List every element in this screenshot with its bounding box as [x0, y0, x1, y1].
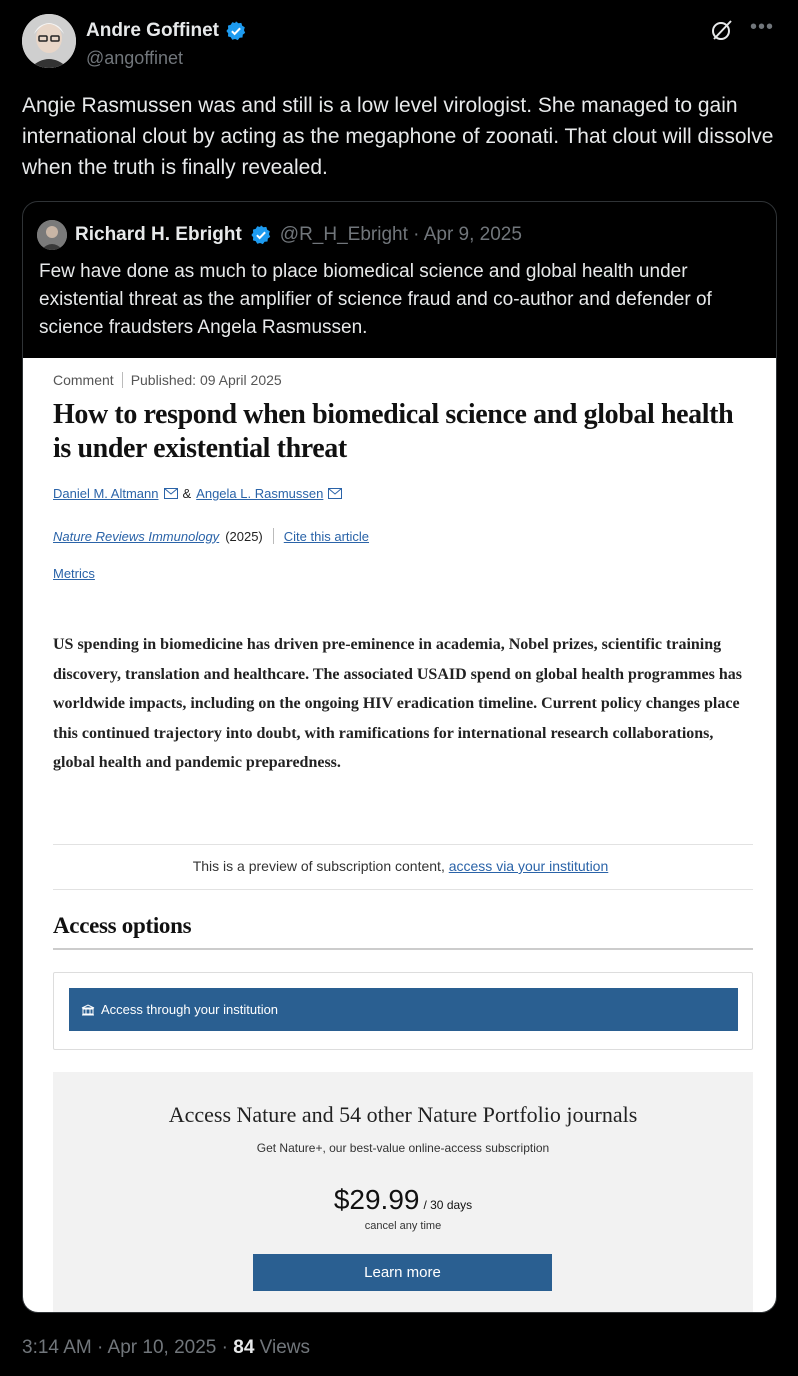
tweet-header: [22, 14, 778, 72]
price-period: / 30 days: [423, 1198, 473, 1212]
quoted-author-name: Richard H. Ebright: [75, 224, 242, 245]
article-authors: [53, 486, 342, 501]
article-meta: [53, 372, 282, 388]
subscription-box: [53, 1072, 753, 1313]
verified-badge-icon: [225, 20, 247, 42]
author-handle[interactable]: @angoffinet: [86, 48, 184, 68]
quoted-author-avatar: [37, 220, 67, 250]
divider: [53, 844, 753, 845]
access-options-heading: Access options: [53, 913, 192, 938]
journal-link: Nature Reviews Immunology: [53, 528, 220, 544]
preview-text: This is a preview of subscription content,: [192, 858, 445, 874]
article-journal: [53, 528, 369, 544]
institution-icon: [81, 1004, 95, 1016]
article-type: Comment: [53, 372, 114, 388]
article-published: Published: 09 April 2025: [130, 372, 282, 388]
grok-icon[interactable]: [710, 18, 734, 42]
views-count: 84: [233, 1337, 255, 1358]
verified-badge-icon: [250, 224, 272, 246]
preview-notice: [23, 858, 777, 874]
divider: [53, 948, 753, 950]
more-icon[interactable]: •••: [749, 16, 774, 38]
subscription-title: Access Nature and 54 other Nature Portfolio journals: [168, 1102, 638, 1127]
learn-more-button: Learn more: [253, 1254, 552, 1291]
price-row: [53, 1184, 753, 1216]
institution-button-label: Access through your institution: [101, 1002, 279, 1017]
views-label: Views: [259, 1337, 311, 1358]
article-title: How to respond when biomedical science and global health is under existential threat: [53, 399, 734, 464]
article-image[interactable]: [23, 358, 777, 1313]
cite-link: Cite this article: [283, 528, 370, 544]
author-link-2: Angela L. Rasmussen: [196, 486, 324, 501]
mail-icon: [328, 488, 342, 499]
subscription-description: Get Nature+, our best-value online-access subscription: [256, 1141, 550, 1155]
journal-year: (2025): [225, 528, 263, 544]
divider: [122, 372, 123, 388]
divider: [53, 889, 753, 890]
quoted-tweet[interactable]: [22, 201, 777, 1313]
institution-box: [53, 972, 753, 1050]
mail-icon: [164, 488, 178, 499]
author-link-1: Daniel M. Altmann: [53, 486, 159, 501]
quoted-tweet-text: Few have done as much to place biomedical science and global health under existential threat as the amplifier of science fraud and co-author and defender of science fraudsters Angela Rasmussen.: [39, 261, 712, 338]
institution-access-link: access via your institution: [448, 858, 609, 874]
quoted-handle-date: @R_H_Ebright · Apr 9, 2025: [279, 224, 522, 245]
price-note: cancel any time: [364, 1220, 442, 1232]
divider: [273, 528, 274, 544]
quoted-tweet-header: [37, 220, 522, 250]
tweet-timestamp[interactable]: 3:14 AM · Apr 10, 2025 ·: [22, 1337, 228, 1358]
author-avatar[interactable]: [22, 14, 76, 68]
institution-access-button: [69, 988, 738, 1031]
author-name-text[interactable]: Andre Goffinet: [86, 20, 219, 41]
author-name[interactable]: [86, 20, 247, 42]
tweet-footer: [22, 1337, 310, 1359]
price: $29.99: [333, 1184, 420, 1215]
article-abstract: US spending in biomedicine has driven pre-eminence in academia, Nobel prizes, scientific training discovery, translation and healthcare. The associated USAID spend on global health programmes has worldwide impacts, including on the ongoing HIV eradication timeline. Current policy changes place this continued trajectory into doubt, with ramifications for international research collaborations, global health and pandemic preparedness.: [53, 636, 742, 771]
authors-ampersand: &: [182, 486, 192, 501]
metrics-link: Metrics: [53, 566, 95, 581]
tweet-text: Angie Rasmussen was and still is a low level virologist. She managed to gain international clout by acting as the megaphone of zoonati. That clout will dissolve when the truth is finally revealed.: [22, 94, 774, 179]
